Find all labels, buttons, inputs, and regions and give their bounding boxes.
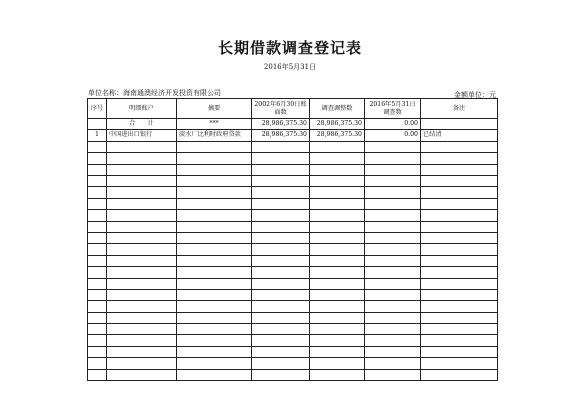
- note-cell: [421, 210, 498, 221]
- book-value-cell: [252, 153, 310, 164]
- account-cell: [107, 221, 177, 232]
- row-number: [88, 164, 107, 175]
- account-cell: [107, 210, 177, 221]
- summary-cell: [177, 175, 252, 186]
- table-row: [88, 164, 498, 175]
- note-cell: [421, 335, 498, 346]
- survey-value-cell: [365, 278, 421, 289]
- table-row: [88, 335, 498, 346]
- summary-cell: [177, 244, 252, 255]
- note-cell: [421, 289, 498, 300]
- book-value-cell: [252, 175, 310, 186]
- table-row: [88, 175, 498, 186]
- header-cell: 备注: [421, 99, 498, 119]
- table-row: [88, 232, 498, 243]
- row-number: [88, 232, 107, 243]
- note-cell: [421, 119, 498, 130]
- survey-value-cell: [365, 244, 421, 255]
- summary-cell: [177, 153, 252, 164]
- row-number: [88, 324, 107, 335]
- account-cell: [107, 312, 177, 323]
- header-cell: 明细账户: [107, 99, 177, 119]
- summary-cell: [177, 324, 252, 335]
- book-value-cell: [252, 141, 310, 152]
- note-cell: [421, 301, 498, 312]
- survey-value-cell: [365, 358, 421, 369]
- note-cell: [421, 244, 498, 255]
- adjust-value-cell: [310, 346, 365, 357]
- book-value-cell: [252, 289, 310, 300]
- header-cell: 摘要: [177, 99, 252, 119]
- table-row: [88, 312, 498, 323]
- document-title: 长期借款调查登记表: [217, 39, 362, 57]
- row-number: [88, 119, 107, 130]
- account-cell: [107, 301, 177, 312]
- document-date: 2016年5月31日: [263, 63, 317, 71]
- row-number: [88, 267, 107, 278]
- adjust-value-cell: [310, 369, 365, 380]
- unit-name: 单位名称：海南通澳经济开发投资有限公司: [88, 89, 221, 97]
- account-cell: [107, 369, 177, 380]
- survey-value-cell: [365, 255, 421, 266]
- survey-value-cell: [365, 232, 421, 243]
- survey-value-cell: [365, 267, 421, 278]
- summary-cell: [177, 267, 252, 278]
- row-number: [88, 187, 107, 198]
- note-cell: [421, 255, 498, 266]
- table-row: [88, 244, 498, 255]
- summary-cell: [177, 210, 252, 221]
- survey-value-cell: [365, 312, 421, 323]
- note-cell: [421, 369, 498, 380]
- book-value-cell: [252, 187, 310, 198]
- row-number: [88, 289, 107, 300]
- summary-cell: [177, 301, 252, 312]
- book-value-cell: 28,986,375.30: [252, 130, 310, 141]
- header-cell: 调查调整数: [310, 99, 365, 119]
- account-cell: [107, 141, 177, 152]
- table-row: [88, 141, 498, 152]
- ledger-table: [87, 98, 498, 381]
- table-row: [88, 153, 498, 164]
- row-number: 1: [88, 130, 107, 141]
- adjust-value-cell: [310, 278, 365, 289]
- book-value-cell: [252, 210, 310, 221]
- summary-cell: [177, 346, 252, 357]
- account-cell: [107, 255, 177, 266]
- book-value-cell: [252, 312, 310, 323]
- table-row: [88, 255, 498, 266]
- row-number: [88, 153, 107, 164]
- table-row: [88, 210, 498, 221]
- book-value-cell: [252, 335, 310, 346]
- book-value-cell: [252, 267, 310, 278]
- summary-cell: [177, 278, 252, 289]
- table-row: [88, 289, 498, 300]
- adjust-value-cell: [310, 335, 365, 346]
- account-cell: [107, 153, 177, 164]
- summary-cell: 淡水厂比利时政府贷款: [177, 130, 252, 141]
- summary-cell: [177, 358, 252, 369]
- adjust-value-cell: [310, 198, 365, 209]
- adjust-value-cell: [310, 221, 365, 232]
- note-cell: [421, 312, 498, 323]
- account-cell: [107, 187, 177, 198]
- row-number: [88, 358, 107, 369]
- note-cell: [421, 232, 498, 243]
- row-number: [88, 244, 107, 255]
- row-number: [88, 278, 107, 289]
- book-value-cell: [252, 278, 310, 289]
- adjust-value-cell: [310, 267, 365, 278]
- book-value-cell: [252, 324, 310, 335]
- row-number: [88, 175, 107, 186]
- adjust-value-cell: [310, 255, 365, 266]
- survey-value-cell: [365, 324, 421, 335]
- row-number: [88, 141, 107, 152]
- row-number: [88, 221, 107, 232]
- adjust-value-cell: [310, 324, 365, 335]
- adjust-value-cell: [310, 232, 365, 243]
- survey-value-cell: [365, 210, 421, 221]
- survey-value-cell: [365, 164, 421, 175]
- table-row: [88, 346, 498, 357]
- adjust-value-cell: [310, 210, 365, 221]
- table-row: [88, 198, 498, 209]
- account-cell: [107, 324, 177, 335]
- summary-cell: [177, 141, 252, 152]
- book-value-cell: 28,986,375.30: [252, 119, 310, 130]
- book-value-cell: [252, 232, 310, 243]
- account-cell: [107, 278, 177, 289]
- book-value-cell: [252, 164, 310, 175]
- note-cell: [421, 221, 498, 232]
- account-cell: [107, 175, 177, 186]
- adjust-value-cell: [310, 358, 365, 369]
- account-cell: [107, 358, 177, 369]
- survey-value-cell: 0.00: [365, 119, 421, 130]
- adjust-value-cell: [310, 301, 365, 312]
- book-value-cell: [252, 369, 310, 380]
- survey-value-cell: [365, 221, 421, 232]
- note-cell: [421, 346, 498, 357]
- row-number: [88, 198, 107, 209]
- summary-cell: [177, 187, 252, 198]
- table-row: [88, 358, 498, 369]
- note-cell: [421, 141, 498, 152]
- survey-value-cell: [365, 346, 421, 357]
- survey-value-cell: [365, 301, 421, 312]
- summary-cell: [177, 232, 252, 243]
- table-row: [88, 221, 498, 232]
- book-value-cell: [252, 301, 310, 312]
- adjust-value-cell: 28,986,375.30: [310, 119, 365, 130]
- survey-value-cell: [365, 141, 421, 152]
- table-row: [88, 301, 498, 312]
- summary-cell: [177, 335, 252, 346]
- adjust-value-cell: [310, 141, 365, 152]
- note-cell: [421, 267, 498, 278]
- account-cell: [107, 267, 177, 278]
- book-value-cell: [252, 255, 310, 266]
- ledger-body: [88, 119, 498, 381]
- header-row: [88, 99, 498, 119]
- adjust-value-cell: [310, 175, 365, 186]
- survey-value-cell: [365, 335, 421, 346]
- survey-value-cell: 0.00: [365, 130, 421, 141]
- note-cell: [421, 153, 498, 164]
- summary-cell: [177, 221, 252, 232]
- adjust-value-cell: [310, 312, 365, 323]
- table-row: [88, 187, 498, 198]
- note-cell: [421, 324, 498, 335]
- summary-cell: [177, 289, 252, 300]
- book-value-cell: [252, 358, 310, 369]
- note-cell: [421, 175, 498, 186]
- survey-value-cell: [365, 198, 421, 209]
- row-number: [88, 312, 107, 323]
- book-value-cell: [252, 244, 310, 255]
- table-row: [88, 267, 498, 278]
- table-row: [88, 369, 498, 380]
- adjust-value-cell: 28,986,375.30: [310, 130, 365, 141]
- table-row: [88, 324, 498, 335]
- note-cell: [421, 278, 498, 289]
- account-cell: [107, 244, 177, 255]
- account-cell: [107, 198, 177, 209]
- adjust-value-cell: [310, 187, 365, 198]
- header-cell: 2016年5月31日调查数: [365, 99, 421, 119]
- account-cell: [107, 164, 177, 175]
- row-number: [88, 335, 107, 346]
- table-row: [88, 278, 498, 289]
- note-cell: 已结清: [421, 130, 498, 141]
- adjust-value-cell: [310, 289, 365, 300]
- note-cell: [421, 187, 498, 198]
- currency-unit: 金额单位：元: [454, 91, 496, 99]
- account-cell: [107, 289, 177, 300]
- survey-value-cell: [365, 153, 421, 164]
- account-cell: [107, 232, 177, 243]
- survey-value-cell: [365, 187, 421, 198]
- account-cell: 中国进出口银行: [107, 130, 177, 141]
- adjust-value-cell: [310, 244, 365, 255]
- book-value-cell: [252, 221, 310, 232]
- survey-value-cell: [365, 175, 421, 186]
- row-number: [88, 301, 107, 312]
- summary-cell: [177, 312, 252, 323]
- survey-value-cell: [365, 289, 421, 300]
- row-number: [88, 255, 107, 266]
- row-number: [88, 210, 107, 221]
- survey-value-cell: [365, 369, 421, 380]
- account-cell: 合 计: [107, 119, 177, 130]
- header-cell: 2002年6月30日账面数: [252, 99, 310, 119]
- book-value-cell: [252, 198, 310, 209]
- row-number: [88, 369, 107, 380]
- adjust-value-cell: [310, 164, 365, 175]
- note-cell: [421, 198, 498, 209]
- account-cell: [107, 335, 177, 346]
- note-cell: [421, 358, 498, 369]
- table-row: [88, 130, 498, 141]
- row-number: [88, 346, 107, 357]
- header-cell: 序号: [88, 99, 107, 119]
- book-value-cell: [252, 346, 310, 357]
- summary-cell: [177, 255, 252, 266]
- total-row: [88, 119, 498, 130]
- summary-cell: [177, 369, 252, 380]
- summary-cell: [177, 198, 252, 209]
- summary-cell: [177, 164, 252, 175]
- account-cell: [107, 346, 177, 357]
- note-cell: [421, 164, 498, 175]
- adjust-value-cell: [310, 153, 365, 164]
- summary-cell: ***: [177, 119, 252, 130]
